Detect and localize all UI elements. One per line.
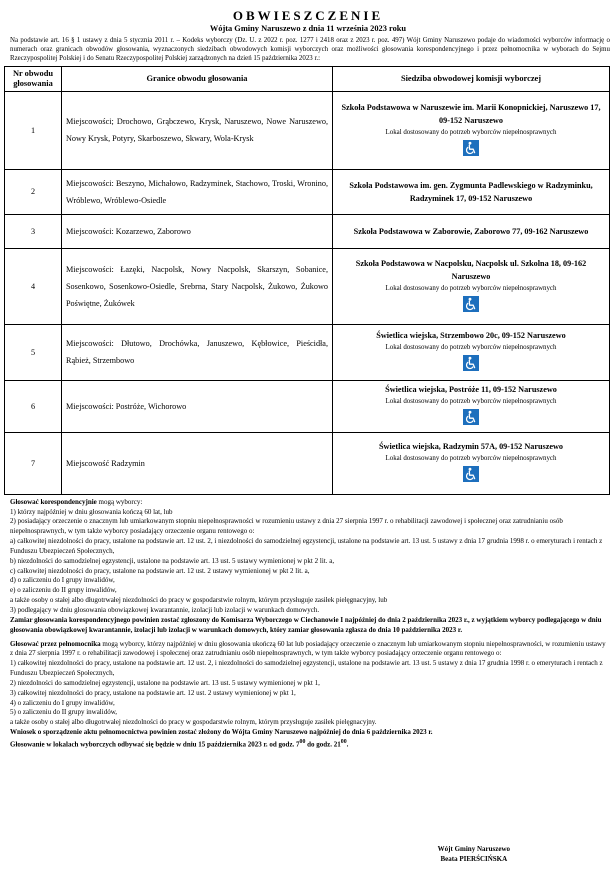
accessibility-note: Lokal dostosowany do potrzeb wyborców niepełnosprawnych — [385, 398, 557, 406]
commission-seat — [333, 214, 610, 248]
pelnomocnik-line: 2) niezdolności do samodzielnej egzystencji, ustalone na podstawie art. 13 ust. 5 ustawy wymienionej w pkt 1, — [10, 678, 320, 687]
accessibility-note: Lokal dostosowany do potrzeb wyborców niepełnosprawnych — [385, 455, 557, 463]
accessibility-note: Lokal dostosowany do potrzeb wyborców niepełnosprawnych — [385, 344, 557, 352]
commission-seat — [333, 169, 610, 214]
pelnomocnik-line: 4) o zaliczeniu do I grupy inwalidów, — [10, 698, 115, 707]
commission-address: Świetlica wiejska, Radzymin 57A, 09-152 Naruszewo — [379, 442, 563, 452]
voting-end-minutes: 00 — [340, 738, 347, 745]
commission-seat — [333, 248, 610, 324]
district-number: 1 — [5, 91, 62, 169]
commission-address: Świetlica wiejska, Postróże 11, 09-152 Naruszewo — [385, 385, 557, 395]
koresp-line: a) całkowitej niezdolności do pracy, ustalone na podstawie art. 12 ust. 2, i niezdolności do samodzielnej egzystencji, ustalone na podstawie art. 13 ust. 5 ustawy z dnia 17 grudnia 1998 r. o emeryturach i rentach z Funduszu Ubezpieczeń Społecznych, — [10, 537, 603, 555]
koresp-lead-bold: Głosować korespondencyjnie — [10, 497, 97, 506]
wheelchair-icon — [463, 140, 479, 156]
district-boundaries: Miejscowości: Beszyno, Michałowo, Radzyminek, Stachowo, Troski, Wronino, Wróblewo, Wróblewo-Osiedle — [62, 169, 333, 214]
voting-hours-text: Głosowanie w lokalach wyborczych odbywać się będzie w dniu 15 października 2023 r. od godz. 7 — [10, 740, 300, 749]
district-number: 7 — [5, 432, 62, 494]
koresp-lead — [10, 498, 609, 508]
wheelchair-icon — [463, 355, 479, 371]
wheelchair-icon — [463, 296, 479, 312]
koresp-line: c) całkowitej niezdolności do pracy, ustalone na podstawie art. 12 ust. 2 ustawy wymienionej w pkt 2 lit. a, — [10, 566, 310, 575]
voting-hours-text-end: . — [346, 740, 349, 749]
commission-address: Szkoła Podstawowa w Zaborowie, Zaborowo 77, 09-162 Naruszewo — [353, 226, 589, 236]
commission-seat — [333, 324, 610, 380]
district-boundaries: Miejscowość Radzymin — [62, 432, 333, 494]
commission-seat — [333, 432, 610, 494]
district-boundaries: Miejscowości; Drochowo, Grąbczewo, Krysk, Naruszewo, Nowe Naruszewo, Nowy Krysk, Potyry, Skarboszewo, Skwary, Wola-Krysk — [62, 91, 333, 169]
wheelchair-icon — [463, 466, 479, 482]
district-number: 4 — [5, 248, 62, 324]
koresp-line: d) o zaliczeniu do I grupy inwalidów, — [10, 576, 115, 585]
table-row — [5, 169, 610, 214]
document-title: OBWIESZCZENIE — [232, 8, 384, 23]
district-boundaries: Miejscowości: Kozarzewo, Zaborowo — [62, 214, 333, 248]
intro-paragraph: Na podstawie art. 16 § 1 ustawy z dnia 5 stycznia 2011 r. – Kodeks wyborczy (Dz. U. z 2022 r. poz. 1277 i 2418 oraz z 2023 r. poz. 497) Wójt Gminy Naruszewo podaje do wiadomości wyborców informację o numerach oraz granicach obwodów głosowania, wyznaczonych siedzibach obwodowych komisji wyborczych oraz możliwości głosowania korespondencyjnego i przez pełnomocnika w wyborach do Sejmu Rzeczypospolitej Polskiej i do Senatu Rzeczypospolitej Polskiej zarządzonych na dzień 15 października 2023 r.: — [10, 37, 610, 62]
districts-table — [4, 66, 610, 495]
accessibility-note: Lokal dostosowany do potrzeb wyborców niepełnosprawnych — [385, 284, 557, 292]
district-boundaries: Miejscowości: Dłutowo, Drochówka, Januszewo, Kębłowice, Pieścidła, Rąbież, Strzembowo — [62, 324, 333, 380]
header-siedziba: Siedziba obwodowej komisji wyborczej — [333, 66, 610, 91]
commission-address: Szkoła Podstawowa im. gen. Zygmunta Padlewskiego w Radzyminku, Radzyminek 17, 09-152 Naruszewo — [349, 180, 593, 203]
koresp-line: b) niezdolności do samodzielnej egzystencji, ustalone na podstawie art. 13 ust. 5 ustawy wymienionej w pkt 2 lit. a, — [10, 556, 335, 565]
table-row — [5, 432, 610, 494]
commission-seat — [333, 380, 610, 432]
koresp-deadline: Zamiar głosowania korespondencyjnego powinien zostać zgłoszony do Komisarza Wyborczego w Ciechanowie I najpóźniej do dnia 2 października 2023 r., z wyjątkiem wyborcy podlegającego w dniu głosowania obowiązkowej kwarantannie, izolacji lub izolacji w warunkach domowych, który zamiar głosowania zgłasza do dnia 10 października 2023 r. — [10, 615, 602, 634]
koresp-line: a także osoby o stałej albo długotrwałej niezdolności do pracy w gospodarstwie rolnym, którym przysługuje zasiłek pielęgnacyjny, lub — [10, 596, 388, 605]
document-subtitle: Wójta Gminy Naruszewo z dnia 11 września 2023 roku — [209, 24, 407, 33]
pelnomocnik-lead — [10, 640, 609, 660]
signature-title: Wójt Gminy Naruszewo — [437, 845, 510, 853]
signature-block — [438, 845, 510, 864]
table-header-row — [5, 66, 610, 91]
signature-name: Beata PIERŚCIŃSKA — [440, 854, 508, 863]
pelnomocnik-deadline: Wniosek o sporządzenie aktu pełnomocnictwa powinien zostać złożony do Wójta Gminy Naruszewo najpóźniej do dnia 6 października 2023 r. — [10, 728, 433, 737]
table-row — [5, 91, 610, 169]
pelnomocnik-line: a także osoby o stałej albo długotrwałej niezdolności do pracy w gospodarstwie rolnym, którym przysługuje zasiłek pielęgnacyjny. — [10, 718, 377, 727]
header-granice: Granice obwodu głosowania — [62, 66, 333, 91]
koresp-line: 2) posiadający orzeczenie o znacznym lub umiarkowanym stopniu niepełnosprawności w rozumieniu ustawy z dnia 27 sierpnia 1997 r. o rehabilitacji zawodowej i społecznej oraz zatrudnianiu osób niepełnosprawnych, w tym także wyborcy posiadający orzeczenie organu rentowego o: — [10, 517, 563, 536]
accessibility-note: Lokal dostosowany do potrzeb wyborców niepełnosprawnych — [385, 128, 557, 136]
commission-address: Świetlica wiejska, Strzembowo 20c, 09-152 Naruszewo — [376, 331, 566, 341]
voting-hours-text-mid: do godz. 21 — [305, 740, 341, 749]
pelnomocnik-line: 3) całkowitej niezdolności do pracy, ustalone na podstawie art. 12 ust. 2 ustawy wymienionej w pkt 1, — [10, 688, 296, 697]
district-boundaries: Miejscowości: Łazęki, Nacpolsk, Nowy Nacpolsk, Skarszyn, Sobanice, Sosenkowo, Sosenkowo-Osiedle, Srebrna, Stary Nacpolsk, Żukowo, Żukowo Poświętne, Żukówek — [62, 248, 333, 324]
district-boundaries: Miejscowości: Postróże, Wichorowo — [62, 380, 333, 432]
district-number: 6 — [5, 380, 62, 432]
district-number: 5 — [5, 324, 62, 380]
koresp-line: 1) którzy najpóźniej w dniu głosowania kończą 60 lat, lub — [10, 507, 173, 516]
table-row — [5, 214, 610, 248]
pelnomocnik-line: 5) o zaliczeniu do II grupy inwalidów, — [10, 708, 118, 717]
commission-address: Szkoła Podstawowa w Nacpolsku, Nacpolsk ul. Szkolna 18, 09-162 Naruszewo — [355, 258, 587, 281]
table-row — [5, 324, 610, 380]
koresp-lead-rest: mogą wyborcy: — [96, 497, 143, 506]
pelnomocnik-lead-rest: mogą wyborcy, którzy najpóźniej w dniu głosowania ukończą 60 lat lub posiadający orzeczenie o znacznym lub umiarkowanym stopniu niepełnosprawności, w rozumieniu ustawy z dnia 27 sierpnia 1997 r. o rehabilitacji zawodowej i społecznej oraz zatrudnianiu osób niepełnosprawnych, w tym także wyborcy posiadający orzeczenie organu rentowego o: — [10, 639, 606, 658]
wheelchair-icon — [463, 409, 479, 425]
table-row — [5, 380, 610, 432]
voting-start-minutes: 00 — [299, 738, 306, 745]
district-number: 2 — [5, 169, 62, 214]
commission-seat — [333, 91, 610, 169]
koresp-line: 3) podlegający w dniu głosowania obowiązkowej kwarantannie, izolacji lub izolacji w warunkach domowych. — [10, 606, 320, 614]
pelnomocnik-line: 1) całkowitej niezdolności do pracy, ustalone na podstawie art. 12 ust. 2, i niezdolności do samodzielnej egzystencji, ustalone na podstawie art. 13 ust. 5 ustawy z dnia 17 grudnia 1998 r. o emeryturach i rentach z Funduszu Ubezpieczeń Społecznych, — [10, 659, 603, 678]
koresp-line: e) o zaliczeniu do II grupy inwalidów, — [10, 586, 117, 595]
voting-hours — [10, 738, 609, 750]
district-number: 3 — [5, 214, 62, 248]
table-row — [5, 248, 610, 324]
notes-section — [10, 498, 609, 750]
commission-address: Szkoła Podstawowa w Naruszewie im. Marii Konopnickiej, Naruszewo 17, 09-152 Naruszewo — [341, 102, 601, 125]
pelnomocnik-lead-bold: Głosować przez pełnomocnika — [10, 639, 101, 648]
header-nr: Nr obwodu głosowania — [5, 66, 62, 91]
